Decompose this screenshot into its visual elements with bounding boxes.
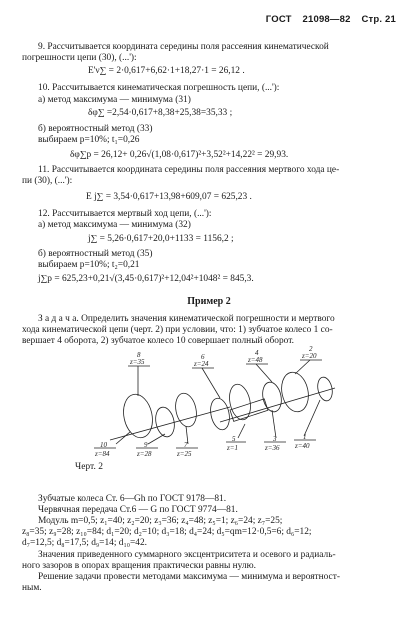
gear-9-teeth: z=28 bbox=[137, 450, 152, 458]
gear-8-teeth: z=35 bbox=[130, 358, 145, 366]
p12-b: б) вероятностный метод (35) bbox=[38, 249, 153, 259]
gear-line2: Червячная передача Ст.6 — G по ГОСТ 9774—81. bbox=[38, 505, 238, 515]
p9-line2: погрешности цепи (30), (...'): bbox=[22, 53, 137, 63]
gear-6-teeth: z=24 bbox=[194, 360, 209, 368]
gear-4-label: 4 bbox=[255, 349, 259, 357]
task-line1: З а д а ч а. Определить значения кинематической погрешности и мертвого bbox=[38, 314, 335, 324]
end-line3: Решение задачи провести методами максимума — минимума и вероятност- bbox=[38, 572, 340, 582]
p12-line1: 12. Рассчитывается мертвый ход цепи, (...'): bbox=[38, 209, 212, 219]
gear-2-teeth: z=20 bbox=[302, 352, 317, 360]
gear-8-label: 8 bbox=[137, 351, 141, 359]
header-page: Стр. 21 bbox=[361, 14, 396, 25]
gear-10-teeth: z=84 bbox=[95, 450, 110, 458]
page-header bbox=[258, 14, 396, 25]
gear-line4: z₈=35; z₉=28; z₁₀=84; d₁=20; d₂=10; d₃=18; d₄=24; d₅=qm=12·0,5=6; d₆=12; bbox=[22, 527, 312, 537]
gear-line1: Зубчатые колеса Ст. 6—Gh по ГОСТ 9178—81. bbox=[38, 494, 227, 504]
p10-line1: 10. Рассчитывается кинематическая погрешность цепи, (...'): bbox=[38, 83, 280, 93]
end-line2: ного зазоров в опорах вращения практически равны нулю. bbox=[22, 561, 256, 571]
gear-line3: Модуль m=0,5; z₁=40; z₂=20; z₃=36; z₄=48; z₅=1; z₆=24; z₇=25; bbox=[38, 516, 283, 526]
gear-9-label: 9 bbox=[144, 441, 148, 449]
task-line3: вершает 4 оборота, 2) зубчатое колесо 10 совершает полный оборот. bbox=[22, 336, 294, 346]
gear-1-label: 1 bbox=[303, 433, 307, 441]
figure-caption: Черт. 2 bbox=[75, 462, 103, 472]
header-gost: ГОСТ bbox=[265, 14, 292, 25]
gear-7-teeth: z=25 bbox=[177, 450, 192, 458]
p11-line2: пи (30), (...'): bbox=[22, 176, 73, 186]
gear-10-label: 10 bbox=[100, 441, 107, 449]
p10-a-formula: δφ∑ =2,54·0,617+8,38+25,38=35,33 ; bbox=[88, 108, 233, 118]
gear-5-teeth: z=1 bbox=[227, 444, 238, 452]
gear-3-label: 3 bbox=[273, 435, 277, 443]
p10-b: б) вероятностный метод (33) bbox=[38, 124, 153, 134]
p12-a: а) метод максимума — минимума (32) bbox=[38, 220, 191, 230]
gear-6-label: 6 bbox=[201, 353, 205, 361]
p9-formula: E'ν∑ = 2·0,617+6,62·1+18,27·1 = 26,12 . bbox=[88, 66, 245, 76]
example-title: Пример 2 bbox=[187, 296, 231, 307]
gear-2-label: 2 bbox=[309, 345, 313, 353]
gear-7-label: 7 bbox=[184, 441, 188, 449]
p11-formula: E j∑ = 3,54·0,617+13,98+609,07 = 625,23 . bbox=[86, 192, 252, 202]
p10-b-formula: δφ∑p = 26,12+ 0,26√(1,08·0,617)²+3,52²+14,22² = 29,93. bbox=[70, 150, 289, 160]
p10-a: а) метод максимума — минимума (31) bbox=[38, 95, 191, 105]
p12-b-formula: j∑p = 625,23+0,21√(3,45·0,617)²+12,04²+1048² = 845,3. bbox=[38, 274, 254, 284]
kinematic-chain-figure bbox=[80, 345, 370, 460]
p12-a-formula: j∑ = 5,26·0,617+20,0+1133 = 1156,2 ; bbox=[88, 234, 234, 244]
gear-line5: d₇=12,5; d₈=17,5; d₉=14; d₁₀=42. bbox=[22, 538, 147, 548]
gear-1-teeth: z=40 bbox=[295, 442, 310, 450]
gear-3-teeth: z=36 bbox=[265, 444, 280, 452]
end-line4: ным. bbox=[22, 583, 42, 593]
p10-b-choice: выбираем p=10%; t₁=0,26 bbox=[38, 135, 140, 145]
p12-b-choice: выбираем p=10%; t₂=0,21 bbox=[38, 260, 140, 270]
gear-4-teeth: z=48 bbox=[248, 356, 263, 364]
p9-line1: 9. Рассчитывается координата середины поля рассеяния кинематической bbox=[38, 42, 329, 52]
p11-line1: 11. Рассчитывается координата середины поля рассеяния мертвого хода це- bbox=[38, 165, 340, 175]
gear-5-label: 5 bbox=[232, 435, 236, 443]
task-line2: хода кинематической цепи (черт. 2) при условии, что: 1) зубчатое колесо 1 со- bbox=[22, 325, 333, 335]
end-line1: Значения приведенного суммарного эксцентриситета и осевого и радиаль- bbox=[38, 550, 336, 560]
header-number: 21098—82 bbox=[302, 14, 351, 25]
